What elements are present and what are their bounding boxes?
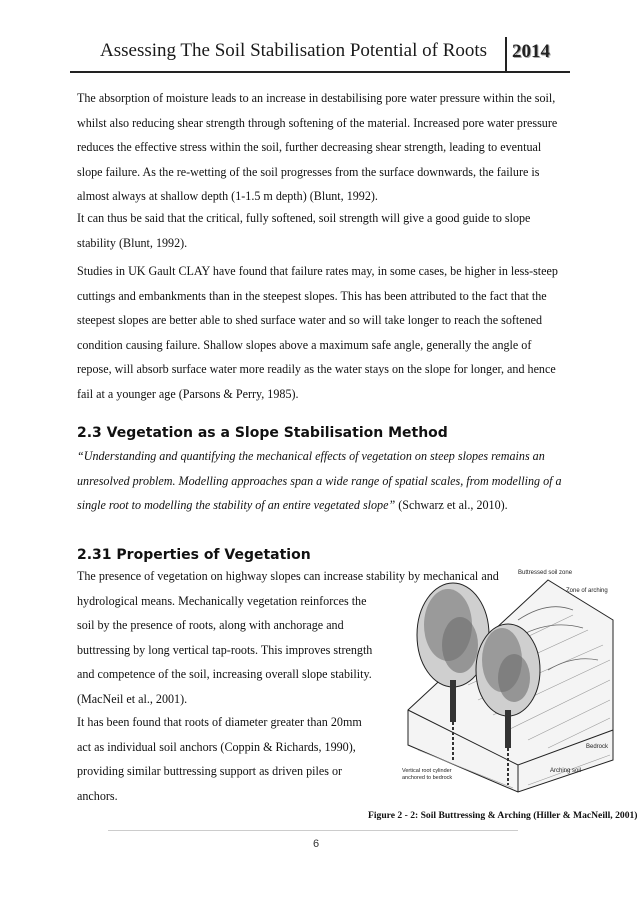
text-line: providing similar buttressing support as driven piles or (77, 764, 343, 778)
paragraph-critical-strength (77, 206, 567, 255)
text-line: It has been found that roots of diameter greater than 20mm (77, 715, 362, 729)
label-zone-of-arching: Zone of arching (566, 588, 608, 594)
label-root-cylinder-line1: Vertical root cylinder (402, 768, 452, 774)
paragraph-text: Studies in UK Gault CLAY have found that failure rates may, in some cases, be higher in less-steep cuttings and embankments than in the steepest slopes. This has been attributed to the fact that the steepest slopes are better able to shed surface water and so will take longer to reach the softened condition causing failure. Shallow slopes above a maximum safe angle, generally the angle of repose, will absorb surface water more readily as the water stays on the slope for longer, and hence fail at a younger age (Parsons & Perry, 1985). (77, 264, 558, 401)
section-heading-2-31: 2.31 Properties of Vegetation (77, 547, 311, 563)
text-line: The presence of vegetation on highway slopes can increase stability by mechanical and (77, 569, 499, 583)
label-bedrock: Bedrock (586, 744, 609, 750)
text-line: and competence of the soil, increasing overall slope stability. (77, 667, 372, 681)
page-number: 6 (313, 838, 320, 850)
label-buttressed-zone: Buttressed soil zone (518, 570, 573, 576)
paragraph-text: It can thus be said that the critical, fully softened, soil strength will give a good guide to slope stability (Blunt, 1992). (77, 211, 531, 250)
section-heading-2-3: 2.3 Vegetation as a Slope Stabilisation Method (77, 425, 448, 441)
paragraph-text: The absorption of moisture leads to an increase in destabilising pore water pressure within the soil, whilst also reducing shear strength through softening of the material. Increased pore water pressure reduces the effective stress within the soil, further decreasing shear strength, leading to eventual slope failure. As the re-wetting of the soil progresses from the surface downwards, the failure is almost always at shallow depth (1-1.5 m depth) (Blunt, 1992). (77, 91, 558, 203)
header-divider (505, 37, 507, 71)
quote-paragraph (77, 444, 567, 518)
paragraph-soil-anchors (77, 710, 397, 808)
header-rule (70, 71, 570, 73)
quote-text: “Understanding and quantifying the mechanical effects of vegetation on steep slopes remains an unresolved problem. Modelling approaches span a wide range of spatial scales, from modelling of a single root to modelling the stability of an entire vegetated slope” (77, 449, 562, 512)
quote-citation: (Schwarz et al., 2010). (395, 498, 508, 512)
text-line: anchors. (77, 788, 118, 803)
document-header-year: 2014 (512, 41, 550, 62)
text-line: soil by the presence of roots, along with anchorage and (77, 618, 344, 632)
label-arching-soil: Arching soil (550, 768, 582, 774)
footer-rule (108, 830, 518, 831)
text-line: buttressing by long vertical tap-roots. This improves strength (77, 642, 373, 657)
text-line: act as individual soil anchors (Coppin & Richards, 1990), (77, 739, 356, 754)
text-line: (MacNeil et al., 2001). (77, 691, 188, 706)
paragraph-gault-clay (77, 259, 567, 406)
document-header-title: Assessing The Soil Stabilisation Potential of Roots (100, 40, 488, 61)
paragraph-pore-pressure (77, 86, 567, 209)
figure-caption: Figure 2 - 2: Soil Buttressing & Arching (Hiller & MacNeill, 2001) (368, 810, 638, 821)
label-root-cylinder-line2: anchored to bedrock (402, 775, 453, 781)
text-line: hydrological means. Mechanically vegetation reinforces the (77, 593, 367, 608)
quote-block (77, 444, 567, 518)
figure-illustration (398, 560, 618, 800)
figure-soil-buttressing (398, 560, 618, 800)
